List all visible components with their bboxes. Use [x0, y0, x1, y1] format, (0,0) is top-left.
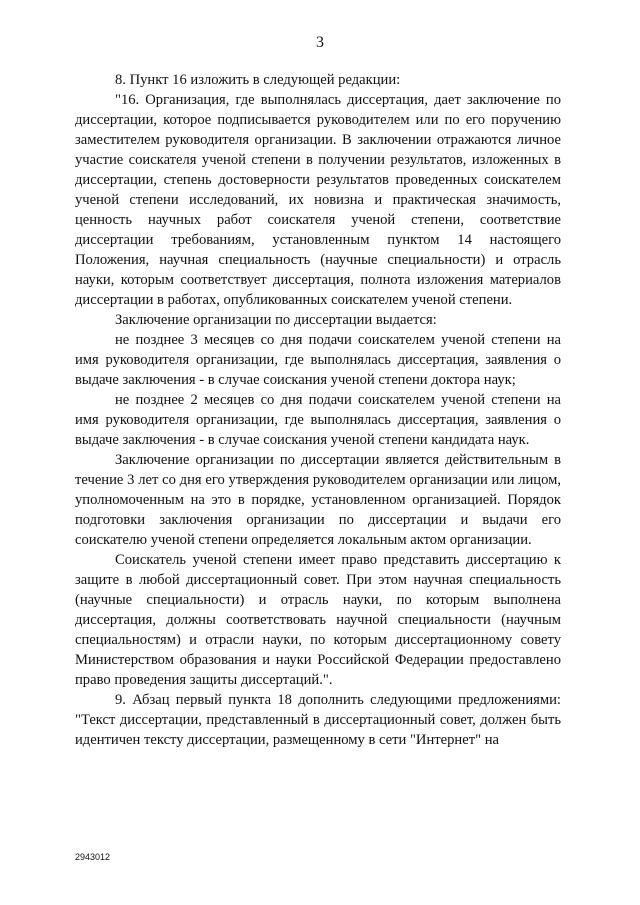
paragraph: Соискатель ученой степени имеет право представить диссертацию к защите в любой диссертационный совет. При этом научная специальность (научные специальности) и отрасль науки, по которым выполнена диссертация, должны соответствовать научной специальности (научным специальностям) и отрасли науки, по которым диссертационному совету Министерством образования и науки Российской Федерации предоставлено право проведения защиты диссертаций.".: [75, 552, 561, 688]
paragraph: не позднее 3 месяцев со дня подачи соискателем ученой степени на имя руководителя организации, где выполнялась диссертация, заявления о выдаче заключения - в случае соискания ученой степени доктора наук;: [75, 332, 561, 388]
page-number: 3: [316, 34, 324, 51]
paragraph: не позднее 2 месяцев со дня подачи соискателем ученой степени на имя руководителя организации, где выполнялась диссертация, заявления о выдаче заключения - в случае соискания ученой степени кандидата наук.: [75, 392, 561, 448]
document-body: [75, 70, 561, 750]
document-code: 2943012: [75, 852, 111, 862]
paragraph: Заключение организации по диссертации выдается:: [115, 312, 437, 328]
paragraph: 9. Абзац первый пункта 18 дополнить следующими предложениями: "Текст диссертации, представленный в диссертационный совет, должен быть идентичен тексту диссертации, размещенному в сети "Интернет" на: [75, 692, 561, 748]
paragraph: "16. Организация, где выполнялась диссертация, дает заключение по диссертации, которое подписывается руководителем или по его поручению заместителем руководителя организации. В заключении отражаются личное участие соискателя ученой степени в получении результатов, изложенных в диссертации, степень достоверности результатов проведенных соискателем ученой степени исследований, их новизна и практическая значимость, ценность научных работ соискателя ученой степени, соответствие диссертации требованиям, установленным пунктом 14 настоящего Положения, научная специальность (научные специальности) и отрасль науки, которым соответствует диссертация, полнота изложения материалов диссертации в работах, опубликованных соискателем ученой степени.: [75, 92, 561, 308]
paragraph: Заключение организации по диссертации является действительным в течение 3 лет со дня его утверждения руководителем организации или лицом, уполномоченным на это в порядке, установленном организацией. Порядок подготовки заключения организации по диссертации и выдачи его соискателю ученой степени определяется локальным актом организации.: [75, 452, 561, 548]
paragraph: 8. Пункт 16 изложить в следующей редакции:: [115, 72, 401, 88]
